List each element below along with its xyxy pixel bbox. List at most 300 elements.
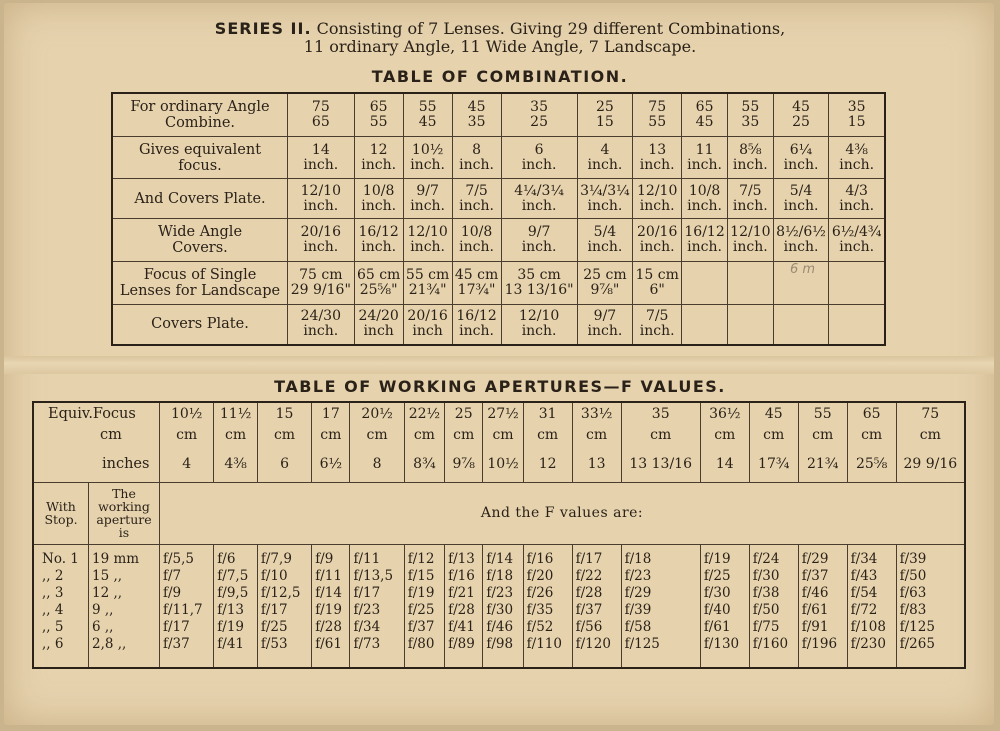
cell-line: 16/12 — [456, 308, 497, 325]
focus-inch-value: 12 — [523, 446, 572, 482]
focus-cm-unit: cm — [160, 424, 214, 446]
focus-cm-value: 22½ — [404, 402, 444, 424]
focus-cm-unit-row — [33, 424, 965, 446]
cell-line: 12/10 — [407, 224, 448, 241]
focus-inch-value: 29 9/16 — [896, 446, 965, 482]
f-value: f/83 — [899, 601, 927, 618]
combination-cell — [577, 136, 633, 179]
f-value: f/29 — [801, 550, 829, 567]
focus-cm-unit: cm — [847, 424, 896, 446]
aperture-size: 19 mm — [92, 550, 140, 567]
combination-cell — [288, 179, 355, 219]
combination-cell — [829, 262, 885, 305]
cell-line: 21¾" — [408, 281, 447, 298]
focus-cm-unit: cm — [896, 424, 965, 446]
cell-line: 45 cm — [454, 266, 499, 283]
stop-number: ,, 6 — [42, 635, 64, 652]
combination-row — [112, 219, 885, 262]
f-value: f/46 — [801, 584, 829, 601]
series-header — [0, 20, 1000, 56]
f-value: f/16 — [448, 567, 475, 584]
cell-line: 16/12 — [684, 224, 725, 241]
cell-line: inch. — [521, 323, 557, 340]
f-value: f/50 — [752, 601, 780, 618]
combination-row — [112, 262, 885, 305]
focus-cm-unit: cm — [621, 424, 700, 446]
cell-line: inch. — [732, 156, 768, 173]
cm-label: cm — [100, 427, 122, 443]
f-value: f/12,5 — [260, 584, 301, 601]
focus-inch-value: 13 — [572, 446, 621, 482]
focus-cm-unit: cm — [523, 424, 572, 446]
combination-cell — [773, 219, 829, 262]
f-value: f/54 — [850, 584, 878, 601]
cell-line: 12/10 — [637, 182, 678, 199]
combination-cell — [452, 93, 501, 136]
cell-line: 45 — [418, 113, 437, 130]
f-value: f/265 — [899, 635, 935, 652]
cell-line: inch. — [410, 156, 446, 173]
cell-line: inch. — [732, 197, 768, 214]
cell-line: inch. — [587, 156, 623, 173]
f-value-column — [847, 544, 896, 668]
combination-cell — [288, 93, 355, 136]
cell-line: inch. — [587, 239, 623, 256]
f-value: f/80 — [407, 635, 435, 652]
combination-cell — [501, 219, 577, 262]
cell-line: 6 — [534, 141, 544, 158]
row-label-line: For ordinary Angle — [130, 98, 270, 115]
focus-cm-unit: cm — [350, 424, 404, 446]
f-value: f/19 — [217, 618, 245, 635]
cell-line: 55 — [369, 113, 388, 130]
f-value-column — [445, 544, 483, 668]
f-value: f/17 — [353, 584, 381, 601]
cell-line: 10/8 — [688, 182, 721, 199]
cell-line: inch. — [783, 197, 819, 214]
cell-line: 15 — [847, 113, 866, 130]
cell-line: 6¼ — [789, 141, 813, 158]
f-value: f/35 — [526, 601, 554, 618]
focus-cm-value: 33½ — [572, 402, 621, 424]
focus-inch-value: 25⅝ — [847, 446, 896, 482]
cell-line: 12 — [369, 141, 388, 158]
focus-cm-unit: cm — [749, 424, 798, 446]
combination-cell — [727, 304, 773, 345]
focus-cm-value-row — [33, 402, 965, 424]
cell-line: 65 — [311, 113, 330, 130]
focus-cm-value: 20½ — [350, 402, 404, 424]
cell-line: 10/8 — [460, 224, 493, 241]
combination-cell — [682, 136, 728, 179]
f-value: f/11,7 — [163, 601, 203, 618]
f-value-column — [160, 544, 214, 668]
f-value: f/19 — [407, 584, 435, 601]
combination-cell — [829, 304, 885, 345]
focus-inch-value: 21¾ — [798, 446, 847, 482]
combination-cell — [501, 93, 577, 136]
f-value: f/196 — [801, 635, 838, 652]
f-values-note: And the F values are: — [160, 482, 966, 544]
f-value-column — [700, 544, 749, 668]
focus-cm-value: 31 — [523, 402, 572, 424]
f-value: f/25 — [407, 601, 435, 618]
combination-row — [112, 136, 885, 179]
f-value: f/18 — [486, 567, 514, 584]
focus-inch-row — [33, 446, 965, 482]
combination-cell — [452, 304, 501, 345]
cell-line: 75 — [648, 98, 667, 115]
cell-line: inch. — [303, 323, 339, 340]
focus-inch-value: 10½ — [483, 446, 523, 482]
cell-line: 10/8 — [362, 182, 395, 199]
cell-line: inch. — [361, 239, 397, 256]
header-line-1 — [0, 20, 1000, 38]
f-value: f/43 — [850, 567, 878, 584]
f-value: f/21 — [448, 584, 475, 601]
combination-cell — [354, 219, 403, 262]
cell-line: inch. — [839, 197, 875, 214]
stop-column — [33, 544, 89, 668]
combination-row-label — [112, 93, 288, 136]
cell-line: 13 — [648, 141, 667, 158]
focus-inch-value: 4⅜ — [214, 446, 258, 482]
combination-cell — [577, 93, 633, 136]
stop-number: ,, 2 — [42, 567, 64, 584]
cell-line: inch. — [303, 239, 339, 256]
aperture-column — [89, 544, 160, 668]
combination-cell — [288, 219, 355, 262]
cell-line: 12/10 — [730, 224, 771, 241]
focus-cm-unit: cm — [445, 424, 483, 446]
f-value: f/28 — [315, 618, 342, 635]
header-line: working — [98, 499, 150, 514]
cell-line: inch. — [303, 197, 339, 214]
stop-number: ,, 3 — [42, 584, 64, 601]
focus-inch-value: 8 — [350, 446, 404, 482]
cell-line: 8½/6½ — [776, 224, 826, 241]
cell-line: inch. — [732, 239, 768, 256]
cell-line: inch. — [639, 156, 675, 173]
combination-cell — [577, 219, 633, 262]
combination-cell — [727, 179, 773, 219]
aperture-size: 12 ,, — [92, 584, 123, 601]
cell-line: 45 — [467, 98, 486, 115]
combination-cell — [501, 262, 577, 305]
f-value: f/230 — [850, 635, 886, 652]
cell-line: 35 — [741, 113, 760, 130]
cell-line: inch. — [687, 239, 722, 256]
focus-cm-value: 75 — [896, 402, 965, 424]
cell-line: inch. — [410, 197, 446, 214]
f-value: f/72 — [850, 601, 878, 618]
combination-cell — [403, 136, 452, 179]
f-value-column — [483, 544, 523, 668]
row-label-line: And Covers Plate. — [134, 190, 266, 207]
pencil-annotation: 6 m — [790, 262, 816, 277]
f-value: f/73 — [353, 635, 381, 652]
combination-cell — [829, 179, 885, 219]
f-value: f/34 — [353, 618, 381, 635]
combination-cell — [403, 179, 452, 219]
f-value: f/61 — [801, 601, 829, 618]
f-value-column — [896, 544, 965, 668]
row-label-line: Focus of Single — [143, 266, 257, 283]
cell-line: 9⅞" — [590, 281, 620, 298]
row-label-line: Covers. — [172, 240, 228, 257]
stop-number: ,, 4 — [42, 601, 64, 618]
f-value-column — [523, 544, 572, 668]
f-value: f/75 — [752, 618, 780, 635]
f-value-column — [404, 544, 444, 668]
combination-row — [112, 93, 885, 136]
f-value: f/37 — [575, 601, 603, 618]
inches-label: inches — [102, 455, 150, 472]
stop-number: ,, 5 — [42, 618, 64, 635]
combination-cell — [727, 93, 773, 136]
focus-cm-value: 25 — [445, 402, 483, 424]
f-value-column — [572, 544, 621, 668]
f-value: f/160 — [752, 635, 789, 652]
cell-line: 45 — [792, 98, 810, 115]
combination-cell — [288, 136, 355, 179]
cell-line: 5/4 — [789, 182, 813, 199]
cell-line: inch. — [639, 239, 675, 256]
focus-cm-value: 10½ — [160, 402, 214, 424]
f-value-column — [621, 544, 700, 668]
f-value: f/108 — [850, 618, 886, 635]
apertures-table — [32, 401, 966, 669]
f-value: f/19 — [315, 601, 342, 618]
f-value: f/53 — [260, 635, 288, 652]
focus-cm-value: 35 — [621, 402, 700, 424]
cell-line: inch. — [639, 197, 675, 214]
f-value: f/7,5 — [217, 567, 249, 584]
f-values-row — [33, 544, 965, 668]
combination-cell — [403, 219, 452, 262]
cell-line: 8 — [472, 141, 482, 158]
stop-number: No. 1 — [42, 550, 79, 567]
combination-cell — [354, 179, 403, 219]
cell-line: 10½ — [411, 141, 444, 158]
f-value: f/7,9 — [260, 550, 292, 567]
f-value: f/56 — [575, 618, 603, 635]
cell-line: 15 — [596, 113, 614, 130]
cell-line: 9/7 — [416, 182, 439, 199]
f-value: f/130 — [703, 635, 740, 652]
cell-line: 14 — [311, 141, 330, 158]
focus-cm-value: 11½ — [214, 402, 258, 424]
combination-cell — [354, 304, 403, 345]
cell-line: inch. — [521, 156, 557, 173]
cell-line: 75 — [311, 98, 330, 115]
cell-line: 8⅝ — [739, 141, 762, 158]
f-value: f/13 — [217, 601, 245, 618]
f-value: f/61 — [703, 618, 731, 635]
card-fold — [4, 356, 994, 374]
f-value: f/30 — [486, 601, 514, 618]
f-value: f/13,5 — [353, 567, 394, 584]
f-value: f/30 — [752, 567, 780, 584]
cell-line: 7/5 — [465, 182, 488, 199]
f-value: f/13 — [448, 550, 475, 567]
f-value: f/39 — [899, 550, 927, 567]
series-label: SERIES II. — [214, 19, 312, 38]
cell-line: 4¼/3¼ — [514, 182, 564, 199]
cell-line: 55 — [648, 113, 667, 130]
combination-row-label — [112, 262, 288, 305]
header-line: With — [46, 499, 76, 514]
f-value: f/23 — [486, 584, 514, 601]
combination-cell — [829, 136, 885, 179]
combination-cell — [633, 304, 682, 345]
cm-label-cell — [33, 424, 160, 446]
cell-line: 9/7 — [593, 308, 617, 325]
focus-cm-unit: cm — [798, 424, 847, 446]
f-value: f/22 — [575, 567, 603, 584]
f-value: f/41 — [448, 618, 475, 635]
combination-table — [111, 92, 886, 346]
f-value: f/15 — [407, 567, 435, 584]
f-value: f/18 — [624, 550, 652, 567]
cell-line: inch. — [303, 156, 339, 173]
f-value: f/7 — [163, 567, 182, 584]
cell-line: inch. — [839, 239, 875, 256]
combination-cell — [452, 219, 501, 262]
combination-row-label — [112, 219, 288, 262]
combination-cell — [727, 136, 773, 179]
cell-line: 75 cm — [299, 266, 343, 283]
f-value: f/29 — [624, 584, 652, 601]
row-label-line: Gives equivalent — [138, 141, 262, 158]
inches-label-cell — [33, 446, 160, 482]
f-value-column — [749, 544, 798, 668]
f-value: f/37 — [407, 618, 435, 635]
f-value: f/38 — [752, 584, 780, 601]
combination-cell — [829, 93, 885, 136]
f-value-column — [798, 544, 847, 668]
stop-header-row — [33, 482, 965, 544]
focus-cm-unit: cm — [404, 424, 444, 446]
f-value: f/28 — [575, 584, 603, 601]
cell-line: 12/10 — [518, 308, 560, 325]
cell-line: 13 13/16" — [504, 281, 574, 298]
row-label-line: Combine. — [164, 114, 236, 131]
cell-line: 35 — [467, 113, 486, 130]
f-value: f/25 — [703, 567, 731, 584]
aperture-size: 15 ,, — [92, 567, 123, 584]
equiv-focus-label: Equiv.Focus — [33, 402, 160, 424]
f-value: f/25 — [260, 618, 288, 635]
focus-cm-value: 65 — [847, 402, 896, 424]
combination-cell — [288, 304, 355, 345]
combination-row-label — [112, 179, 288, 219]
aperture-size: 2,8 ,, — [92, 635, 127, 652]
combination-cell — [403, 304, 452, 345]
f-value: f/125 — [899, 618, 935, 635]
header-line-2: 11 ordinary Angle, 11 Wide Angle, 7 Landscape. — [303, 37, 697, 56]
f-value: f/30 — [703, 584, 731, 601]
cell-line: inch — [363, 323, 394, 340]
cell-line: 65 — [695, 98, 714, 115]
focus-inch-value: 4 — [160, 446, 214, 482]
f-value: f/52 — [526, 618, 554, 635]
combination-cell — [633, 262, 682, 305]
cell-line: inch. — [459, 197, 494, 214]
cell-line: 20/16 — [407, 308, 448, 325]
cell-line: 4⅜ — [845, 141, 868, 158]
aperture-size: 9 ,, — [92, 601, 114, 618]
f-value: f/24 — [752, 550, 780, 567]
combination-row-label — [112, 304, 288, 345]
row-label-line: Covers Plate. — [151, 316, 249, 333]
f-value: f/12 — [407, 550, 435, 567]
combination-cell — [501, 136, 577, 179]
cell-line: 12/10 — [300, 182, 341, 199]
cell-line: 15 cm — [635, 266, 679, 283]
f-value: f/11 — [353, 550, 381, 567]
cell-line: 7/5 — [739, 182, 762, 199]
cell-line: inch. — [783, 239, 819, 256]
cell-line: 3¼/3¼ — [580, 182, 630, 199]
f-value: f/120 — [575, 635, 611, 652]
cell-line: inch. — [459, 239, 494, 256]
cell-line: 4 — [600, 141, 610, 158]
f-value: f/98 — [486, 635, 514, 652]
f-value: f/20 — [526, 567, 554, 584]
f-value: f/37 — [801, 567, 829, 584]
combination-cell — [633, 93, 682, 136]
cell-line: 24/20 — [358, 308, 399, 325]
combination-cell — [727, 262, 773, 305]
cell-line: 65 — [369, 98, 388, 115]
focus-inch-value: 8¾ — [404, 446, 444, 482]
focus-cm-unit: cm — [214, 424, 258, 446]
f-value: f/125 — [624, 635, 660, 652]
cell-line: 5/4 — [593, 224, 617, 241]
cell-line: 9/7 — [527, 224, 551, 241]
f-value: f/63 — [899, 584, 927, 601]
f-value: f/41 — [217, 635, 245, 652]
focus-inch-value: 9⅞ — [445, 446, 483, 482]
focus-cm-unit: cm — [257, 424, 311, 446]
f-value-column — [214, 544, 258, 668]
f-value: f/89 — [448, 635, 475, 652]
cell-line: inch. — [587, 323, 623, 340]
cell-line: 17¾" — [457, 281, 496, 298]
combination-title: TABLE OF COMBINATION. — [371, 67, 629, 86]
f-value-column — [350, 544, 404, 668]
cell-line: inch. — [459, 323, 494, 340]
f-value: f/14 — [315, 584, 342, 601]
f-value-column — [257, 544, 311, 668]
focus-cm-value: 36½ — [700, 402, 749, 424]
focus-cm-value: 55 — [798, 402, 847, 424]
combination-cell — [354, 93, 403, 136]
cell-line: inch. — [361, 197, 397, 214]
combination-cell — [682, 219, 728, 262]
cell-line: 24/30 — [300, 308, 341, 325]
cell-line: 20/16 — [637, 224, 678, 241]
cell-line: 6½/4¾ — [831, 224, 882, 241]
f-value: f/26 — [526, 584, 554, 601]
cell-line: inch. — [587, 197, 623, 214]
cell-line: 4/3 — [845, 182, 868, 199]
cell-line: 55 — [741, 98, 760, 115]
cell-line: inch. — [361, 156, 397, 173]
header-line: is — [118, 525, 130, 540]
cell-line: 35 cm — [517, 266, 561, 283]
